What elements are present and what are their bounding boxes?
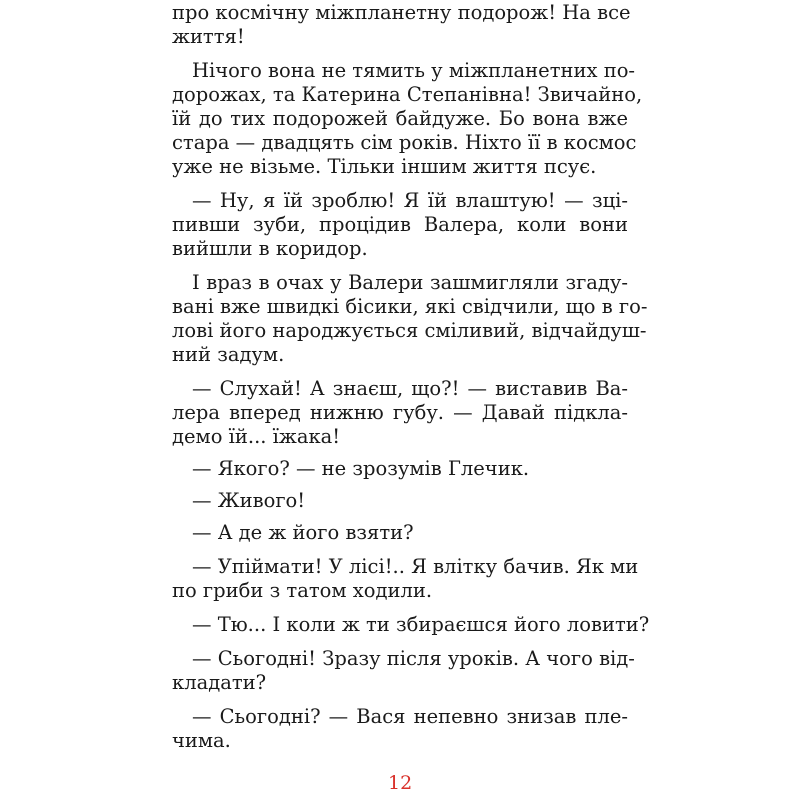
text-line: Нічого вона не тямить у міжпланетних по- bbox=[192, 59, 636, 82]
text-line: — Сьогодні! Зразу після уроків. А чого від- bbox=[192, 647, 635, 670]
text-line: демо їй... їжака! bbox=[172, 425, 341, 448]
text-line: кладати? bbox=[172, 671, 267, 694]
text-line: І враз в очах у Валери зашмигляли згаду- bbox=[192, 271, 628, 294]
text-line: по гриби з татом ходили. bbox=[172, 579, 433, 602]
text-line: чима. bbox=[172, 729, 231, 752]
page-number: 12 bbox=[388, 772, 413, 794]
text-line: — Ну, я їй зроблю! Я їй влаштую! — зці- bbox=[192, 189, 628, 212]
text-line: уже не візьме. Тільки іншим життя псує. bbox=[172, 155, 597, 178]
text-line: про космічну міжпланетну подорож! На все bbox=[172, 1, 631, 24]
text-line: їй до тих подорожей байдуже. Бо вона вже bbox=[172, 107, 628, 130]
text-line: лера вперед нижню губу. — Давай підкла- bbox=[172, 401, 628, 424]
text-line: — Слухай! А знаєш, що?! — виставив Ва- bbox=[192, 377, 628, 400]
text-line: вийшли в коридор. bbox=[172, 237, 368, 260]
text-line: — Тю... І коли ж ти збираєшся його ловити? bbox=[192, 613, 650, 636]
text-line: — Живого! bbox=[192, 489, 306, 512]
text-line: — А де ж його взяти? bbox=[192, 521, 414, 544]
text-line: життя! bbox=[172, 25, 245, 48]
text-line: пивши зуби, процідив Валера, коли вони bbox=[172, 213, 628, 236]
text-line: — Якого? — не зрозумів Глечик. bbox=[192, 457, 530, 480]
text-line: лові його народжується сміливий, відчайдуш- bbox=[172, 319, 647, 342]
text-line: — Сьогодні? — Вася непевно знизав пле- bbox=[192, 705, 628, 728]
text-line: дорожах, та Катерина Степанівна! Звичайно, bbox=[172, 83, 643, 106]
text-line: — Упіймати! У лісі!.. Я влітку бачив. Як ми bbox=[192, 555, 639, 578]
text-line: вані вже швидкі бісики, які свідчили, що в го- bbox=[172, 295, 648, 318]
text-line: ний задум. bbox=[172, 343, 285, 366]
text-line: стара — двадцять сім років. Ніхто її в космос bbox=[172, 131, 637, 154]
